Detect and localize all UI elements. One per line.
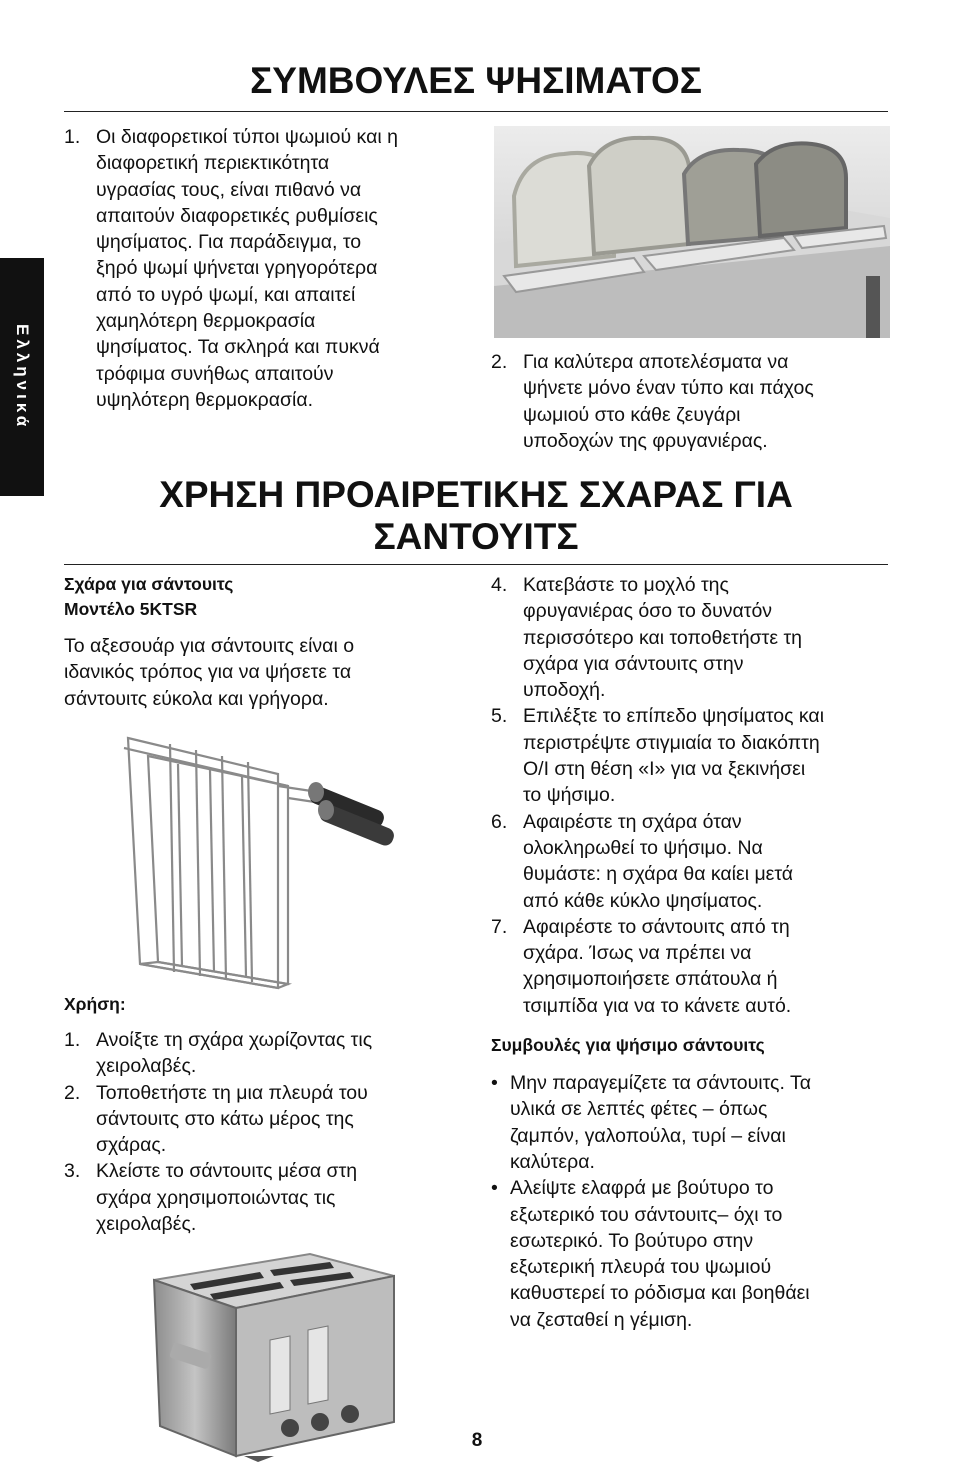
usage-step-5: 5. Επιλέξτε το επίπεδο ψησίματος και περιστρέψτε στιγμιαία το διακόπτη O/I στη θέση «I» για να ξεκινήσει το ψήσιμο. <box>491 705 825 807</box>
sandwich-rack-illustration <box>118 726 418 990</box>
intro-paragraph: Το αξεσουάρ για σάντουιτς είναι ο ιδανικός τρόπος για να ψήσετε τα σάντουιτς εύκολα και γρήγορα. <box>64 635 355 710</box>
language-label: Ελληνικά <box>13 323 32 431</box>
right-column <box>491 572 891 1333</box>
language-side-tab <box>0 258 44 496</box>
title-divider <box>64 564 888 565</box>
toasting-tip-1 <box>64 124 484 413</box>
title-divider <box>64 111 888 112</box>
tip-number: 2. <box>491 351 508 373</box>
usage-heading: Χρήση: <box>64 994 126 1014</box>
tip-text: Για καλύτερα αποτελέσματα να ψήνετε μόνο έναν τύπο και πάχος ψωμιού στο κάθε ζευγάρι υποδοχών της φρυγανιέρας. <box>523 351 814 452</box>
toasting-tip-2 <box>491 349 891 454</box>
usage-step-7: 7. Αφαιρέστε το σάντουιτς από τη σχάρα. Ίσως να πρέπει να χρησιμοποιήσετε σπάτουλα ή τσιμπίδα για να το κάνετε αυτό. <box>491 915 792 1017</box>
product-heading: Σχάρα για σάντουιτς Μοντέλο 5KTSR <box>64 574 234 619</box>
left-column <box>64 572 474 712</box>
section-title-toasting-tips: ΣΥΜΒΟΥΛΕΣ ΨΗΣΙΜΑΤΟΣ <box>250 60 702 101</box>
usage-step-4: 4. Κατεβάστε το μοχλό της φρυγανιέρας όσο το δυνατόν περισσότερο και τοποθετήστε τη σχάρα για σάντουιτς στην υποδοχή. <box>491 574 802 702</box>
usage-step-6: 6. Αφαιρέστε τη σχάρα όταν ολοκληρωθεί το ψήσιμο. Να θυμάστε: η σχάρα θα καίει μετά από κάθε κύκλο ψησίματος. <box>491 810 794 912</box>
sandwich-tips-heading: Συμβουλές για ψήσιμο σάντουιτς <box>491 1035 765 1056</box>
sandwich-tip-2: • Αλείψτε ελαφρά με βούτυρο το εξωτερικό του σάντουιτς– όχι το εσωτερικό. Το βούτυρο στην εξωτερική πλευρά του ψωμιού καθυστερεί το ρόδισμα και βοηθάει να ζεσταθεί η γέμιση. <box>491 1177 810 1331</box>
toaster-bread-photo <box>494 126 890 338</box>
tip-number: 1. <box>64 126 81 148</box>
section-title-sandwich-rack: ΧΡΗΣΗ ΠΡΟΑΙΡΕΤΙΚΗΣ ΣΧΑΡΑΣ ΓΙΑ ΣΑΝΤΟΥΙΤΣ <box>159 474 793 557</box>
usage-step-3: 3. Κλείστε το σάντουιτς μέσα στη σχάρα χρησιμοποιώντας τις χειρολαβές. <box>64 1160 358 1236</box>
page-number: 8 <box>471 1430 483 1451</box>
usage-step-1: 1. Ανοίξτε τη σχάρα χωρίζοντας τις χειρολαβές. <box>64 1029 373 1078</box>
tip-text: Οι διαφορετικοί τύποι ψωμιού και η διαφορετική περιεκτικότητα υγρασίας τους, είναι πιθανό να απαιτούν διαφορετικές ρυθμίσεις ψησίματος. Για παράδειγμα, το ξηρό ψωμί ψήνεται γρηγορότερα από το υγρό ψωμί, και απαιτεί χαμηλότερη θερμοκρασία ψησίματος. Τα σκληρά και πυκνά τρόφιμα συνήθως απαιτούν υψηλότερη θερμοκρασία. <box>96 126 398 411</box>
sandwich-tip-1: • Μην παραγεμίζετε τα σάντουιτς. Τα υλικά σε λεπτές φέτες – όπως ζαμπόν, γαλοπούλα, τυρί – είναι καλύτερα. <box>491 1072 811 1173</box>
usage-step-2: 2. Τοποθετήστε τη μια πλευρά του σάντουιτς στο κάτω μέρος της σχάρας. <box>64 1081 368 1157</box>
usage-section <box>64 992 474 1237</box>
